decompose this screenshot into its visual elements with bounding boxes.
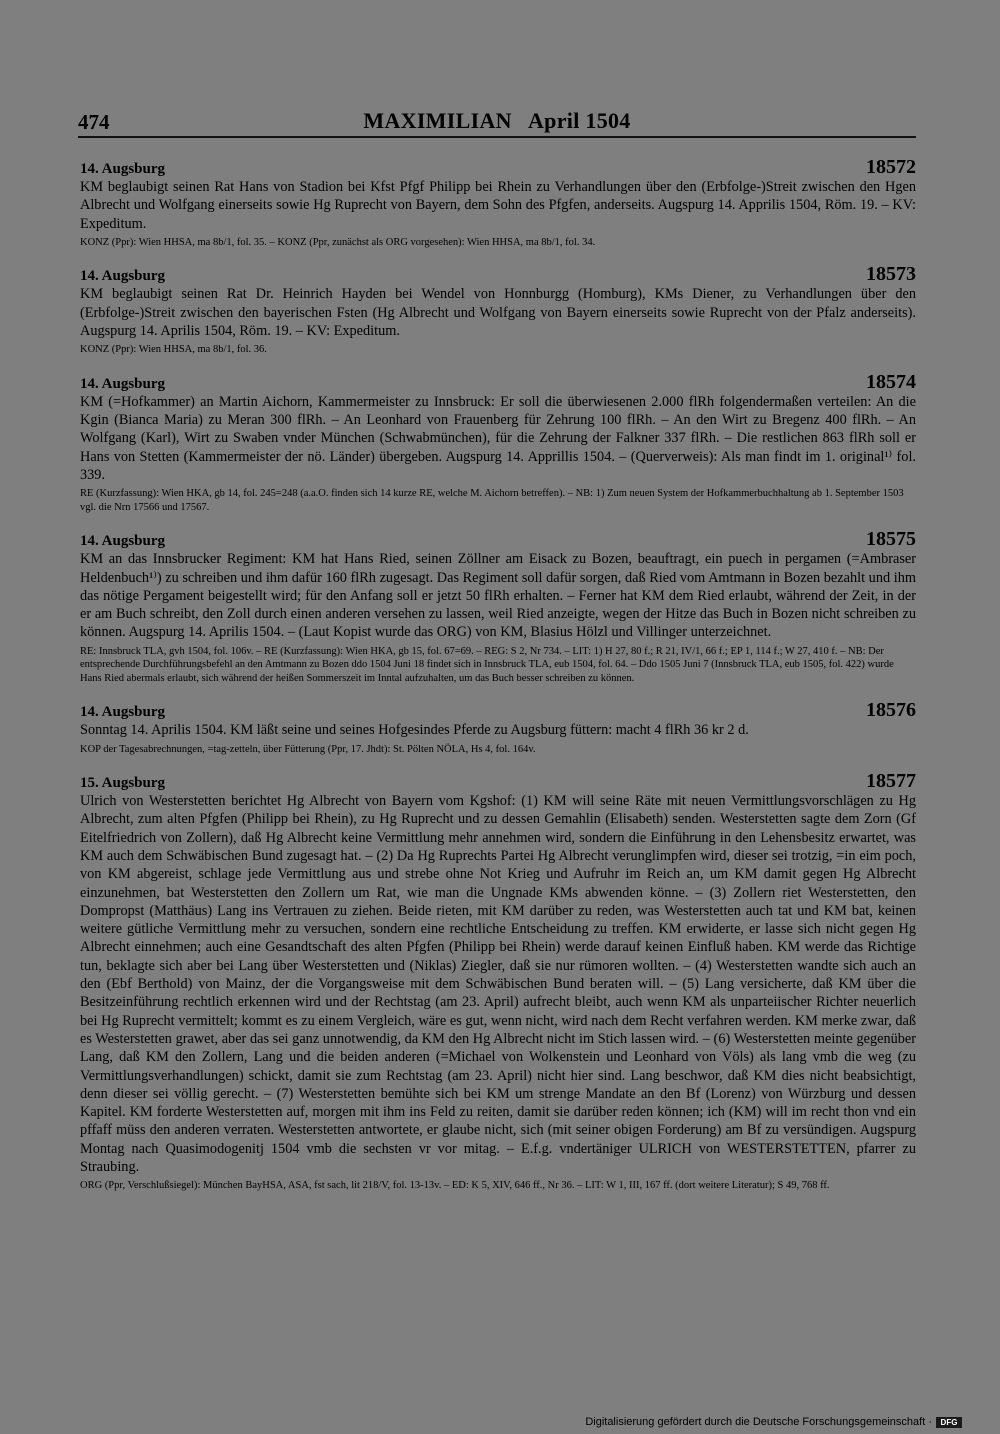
entry-number: 18573 (866, 263, 916, 286)
entry-18575 (80, 528, 916, 685)
entry-note: KONZ (Ppr): Wien HHSA, ma 8b/1, fol. 36. (80, 344, 267, 356)
entry-number: 18574 (866, 370, 916, 393)
page-header (78, 108, 916, 138)
entry-head (80, 156, 916, 178)
entry-head (80, 770, 916, 792)
footer-credit (585, 1416, 962, 1428)
credit-text: Digitalisierung gefördert durch die Deutsche Forschungsgemeinschaft · (585, 1416, 932, 1428)
running-title: MAXIMILIAN April 1504 (363, 108, 631, 133)
entry-18574 (80, 371, 916, 514)
entry-18576 (80, 699, 916, 756)
entry-note: RE: Innsbruck TLA, gvh 1504, fol. 106v. – RE (Kurzfassung): Wien HKA, gb 15, fol. 67=69. – REG: S 2, Nr 734. – LIT: 1) H 27, 80 f.; R 21, IV/1, 66 f.; EP 1, 114 f.; W 27, 410 f. – NB: Der entsprechende Durchführungsbefehl an den Amtmann zu Bozen ddo 1504 Juni 18 findet sich in Innsbruck TLA, eub 1504, fol. 64. – Ddo 1505 Juni 7 (Innsbruck TLA, eub 1505, fol. 422) wurde Hans Ried abermals erlaubt, sich während der heißen Sommerszeit im Inntal aufzuhalten, um das Buch besser schreiben zu können. (80, 645, 894, 684)
entry-18573 (80, 263, 916, 356)
entry-date: 15. Augsburg (80, 775, 166, 792)
entry-18577 (80, 770, 916, 1193)
dfg-logo-icon: DFG (936, 1417, 962, 1428)
entry-date: 14. Augsburg (80, 533, 166, 550)
entry-body: KM an das Innsbrucker Regiment: KM hat Hans Ried, seinen Zöllner am Eisack zu Bozen, beauftragt, ein puech in pergamen (=Ambraser Heldenbuch¹⁾) zu schreiben und ihm dafür 160 flRh zugesagt. Das Regiment soll dafür sorgen, daß Ried vom Amtmann in Bozen bezahlt und ihm das nötige Pergament beigestellt wird; für den Anfang soll er jetzt 50 flRh erhalten. – Ferner hat KM dem Ried erlaubt, während der Zeit, in der er am Buch schreibt, den Zoll durch einen anderen versehen zu lassen, weil Ried anzeigte, wegen der Hitze das Buch in Bozen nicht schreiben zu können. Augspurg 14. Aprilis 1504. – (Laut Kopist wurde das ORG) von KM, Blasius Hölzl und Villinger unterzeichnet. (80, 551, 916, 641)
entries-list (80, 156, 916, 1207)
entry-note: RE (Kurzfassung): Wien HKA, gb 14, fol. 245=248 (a.a.O. finden sich 14 kurze RE, welche M. Aichorn betreffen). – NB: 1) Zum neuen System der Hofkammerbuchhaltung ab 1. September 1503 vgl. die Nrn 17566 und 17567. (80, 488, 904, 513)
entry-body: KM (=Hofkammer) an Martin Aichorn, Kammermeister zu Innsbruck: Er soll die überwiesenen 2.000 flRh folgendermaßen verteilen: An die Kgin (Bianca Maria) zu Meran 300 flRh. – An Leonhard von Frauenberg für Zehrung 100 flRh. – An den Wirt zu Bregenz 400 flRh. – An Wolfgang (Karl), Wirt zu Swaben vnder München (Schwabmünchen), für die Zehrung der Falkner 337 flRh. – Die restlichen 863 flRh soll er Hans von Stetten (Kammermeister der nö. Länder) übergeben. Augspurg 14. Apprillis 1504. – (Querverweis): Als man findt im 1. original¹⁾ fol. 339. (80, 393, 916, 483)
entry-number: 18575 (866, 528, 916, 551)
entry-date: 14. Augsburg (80, 268, 166, 285)
entry-number: 18577 (866, 770, 916, 793)
entry-note: ORG (Ppr, Verschlußsiegel): München BayHSA, ASA, fst sach, lit 218/V, fol. 13-13v. – ED: K 5, XIV, 646 ff., Nr 36. – LIT: W 1, III, 167 ff. (dort weitere Literatur); S 49, 768 ff. (80, 1180, 830, 1192)
entry-body: KM beglaubigt seinen Rat Hans von Stadion bei Kfst Pfgf Philipp bei Rhein zu Verhandlungen über den (Erbfolge-)Streit zwischen den Hgen Albrecht und Wolfgang einerseits sowie Hg Ruprecht von Bayern, dem Sohn des Pfgfen, anderseits. Augspurg 14. Apprilis 1504, Röm. 19. – KV: Expeditum. (80, 179, 916, 232)
entry-18572 (80, 156, 916, 249)
entry-body: Ulrich von Westerstetten berichtet Hg Albrecht von Bayern vom Kgshof: (1) KM will seine Räte mit neuen Vermittlungsvorschlägen zu Hg Albrecht, zum alten Pfgfen (Philipp bei Rhein), zu Hg Ruprecht und zu dessen Gemahlin (Elisabeth) senden. Westerstetten sagte dem Zorn (Gf Eitelfriedrich von Zollern), daß Hg Albrecht keine Vermittlung mehr annehmen wird, sondern die Einführung in den Lehensbesitz erwartet, was KM auch dem Schwäbischen Bund zugesagt hat. – (2) Da Hg Ruprechts Partei Hg Albrecht verunglimpfen wird, dieser sei trotzig, =in eim poch, von KM abgereist, schlage jede Vermittlung aus und strebe ohne Not Krieg und Aufruhr im Reich an, um KM damit gegen Hg Albrecht einzunehmen, bat Westerstetten den Zollern um Rat, wie man die Ungnade KMs abwenden könne. – (3) Zollern riet Westerstetten, den Dompropst (Matthäus) Lang ins Vertrauen zu ziehen. Beide rieten, mit KM darüber zu reden, was Westerstetten auch tat und KM bat, keinen weitere gütliche Vermittlung mehr zu versuchen, sondern eine rechtliche Entscheidung zu treffen. KM erwiderte, er lasse sich nicht gegen Hg Albrecht einnehmen; auch eine Gesandtschaft des alten Pfgfen (Philipp bei Rhein) werde darauf keinen Einfluß haben. KM werde das Richtige tun, beklagte sich aber bei Lang über Westerstetten und (Niklas) Ziegler, daß sie nur rümoren wollten. – (4) Westerstetten wandte sich auch an den (Ebf Berthold) von Mainz, der die Vorgangsweise mit dem Schwäbischen Bund beraten will. – (5) Lang versicherte, daß KM über die Besitzeinführung rechtlich erkennen wird und der Rechtstag (am 23. April) aufrecht bleibt, auch wenn KM als unparteiischer Richter neuerlich bei Hg Ruprecht vermittelt; kommt es zu einem Vergleich, wäre es gut, wenn nicht, wird nach dem Recht verfahren werden. KM merke zwar, daß es Westerstetten grawet, aber das sei ganz unnotwendig, da KM den Hg Albrecht nicht im Stich lassen wird. – (6) Westerstetten meinte gegenüber Lang, daß KM den Zollern, Lang und die beiden anderen (=Michael von Wolkenstein und Leonhard von Völs) als lang vmb die weg (zu Vermittlungsverhandlungen) schickt, damit sie zum Rechtstag (am 23. April) nicht hier sind. Lang beschwor, daß KM dies nicht beabsichtigt, denn dieser sei völlig gerecht. – (7) Westerstetten bemühte sich bei KM um strenge Mandate an den Bf (Lorenz) von Würzburg und dessen Kapitel. KM forderte Westerstetten auf, morgen mit ihm ins Feld zu reiten, damit sie darüber reden können; ich (KM) will im recht thon vnd ein pffaff müss den anderen verraten. Westerstetten antwortete, er glaube nicht, sich (mit seiner obigen Forderung) am Bf zu versündigen. Augspurg Montag nach Quasimodogenitj 1504 vmb die sechsten vr vor mitag. – E.f.g. vndertäniger ULRICH von WESTERSTETTEN, pfarrer zu Straubing. (80, 793, 916, 1175)
entry-note: KOP der Tagesabrechnungen, =tag-zetteln, über Fütterung (Ppr, 17. Jhdt): St. Pölten NÖLA, Hs 4, fol. 164v. (80, 743, 536, 755)
entry-number: 18576 (866, 699, 916, 722)
entry-date: 14. Augsburg (80, 161, 166, 177)
entry-body: KM beglaubigt seinen Rat Dr. Heinrich Hayden bei Wendel von Honnburgg (Homburg), KMs Diener, zu Verhandlungen über den (Erbfolge-)Streit zwischen den bayerischen Fsten (Hg Albrecht und Wolfgang von Bayern einerseits sowie Ruprecht von der Pfalz anderseits). Augspurg 14. Aprilis 1504, Röm. 19. – KV: Expeditum. (80, 286, 916, 339)
page-number: 474 (78, 110, 110, 134)
entry-date: 14. Augsburg (80, 704, 166, 721)
header-rule (78, 136, 916, 138)
entry-number: 18572 (866, 156, 916, 178)
entry-head (80, 699, 916, 721)
entry-body: Sonntag 14. Aprilis 1504. KM läßt seine und seines Hofgesindes Pferde zu Augsburg füttern: macht 4 flRh 36 kr 2 d. (80, 722, 749, 739)
entry-head (80, 263, 916, 285)
entry-head (80, 528, 916, 550)
entry-head (80, 371, 916, 393)
entry-note: KONZ (Ppr): Wien HHSA, ma 8b/1, fol. 35. – KONZ (Ppr, zunächst als ORG vorgesehen): Wien HHSA, ma 8b/1, fol. 34. (80, 236, 596, 248)
entry-date: 14. Augsburg (80, 375, 166, 392)
